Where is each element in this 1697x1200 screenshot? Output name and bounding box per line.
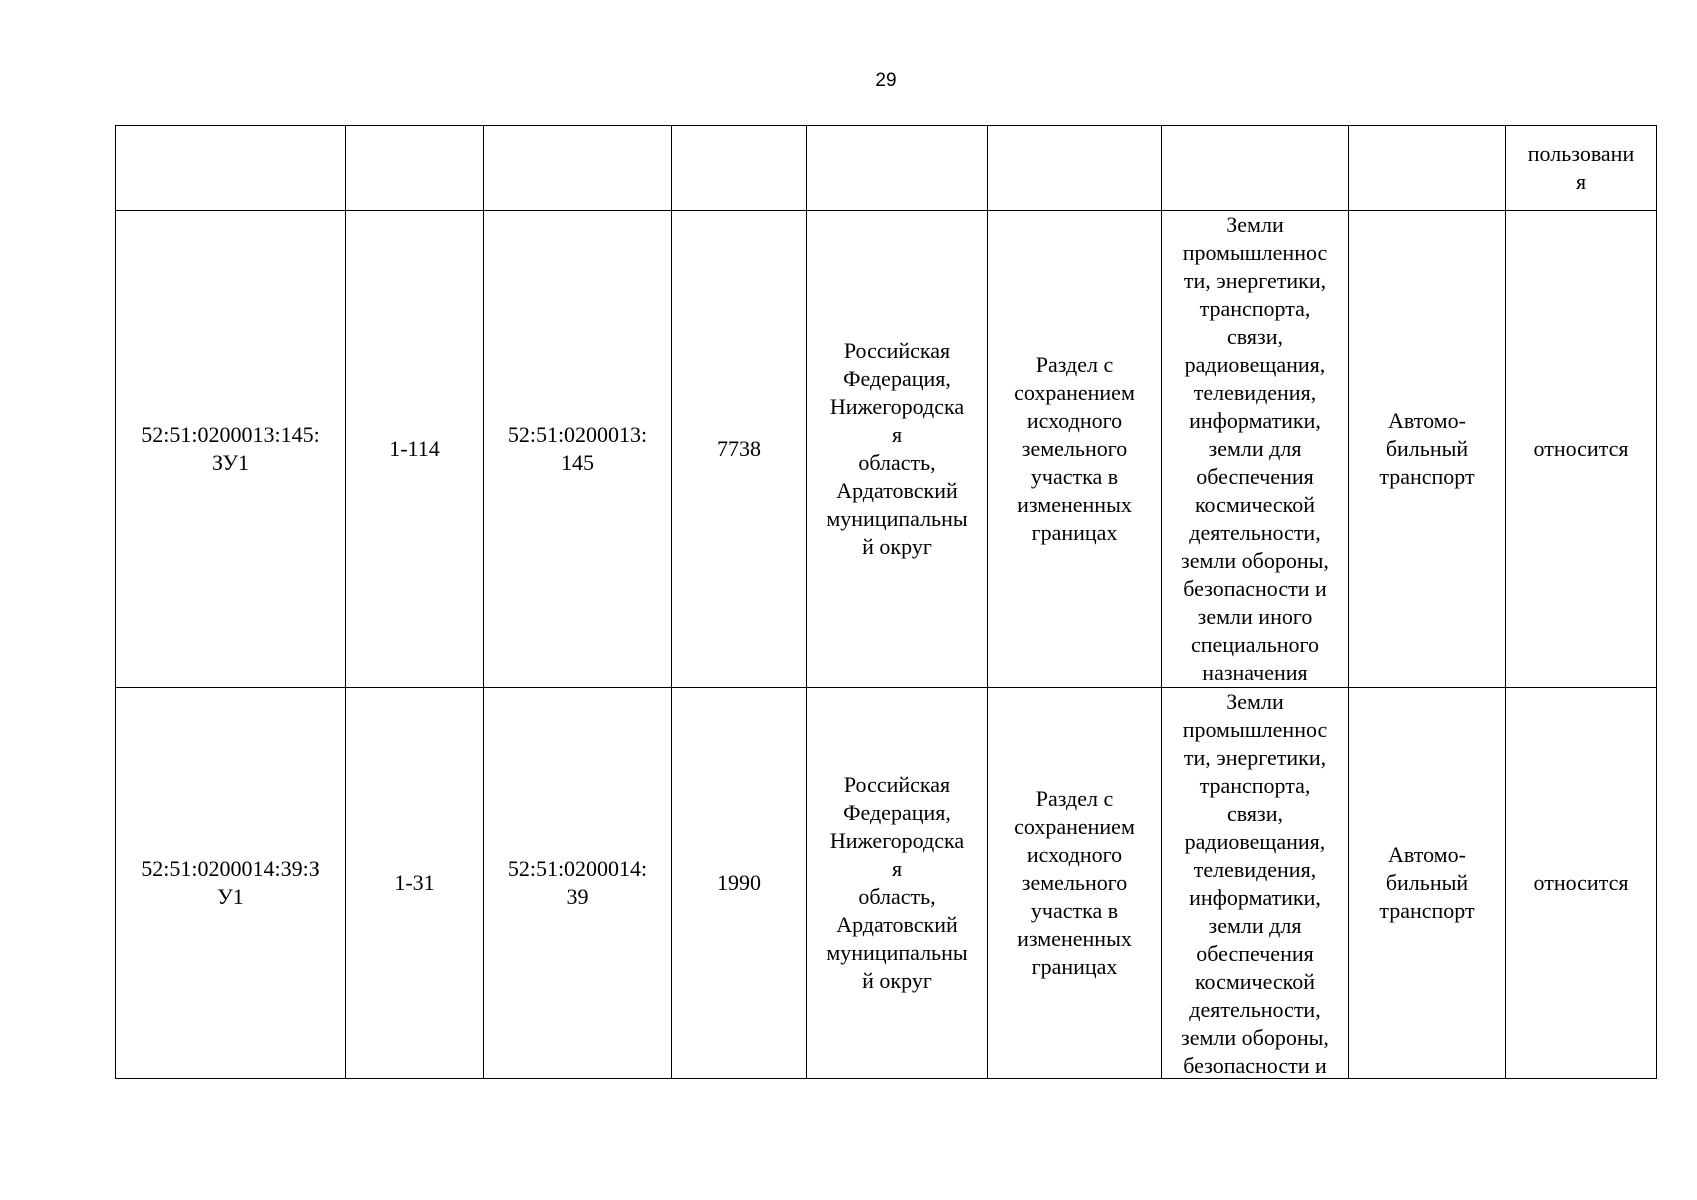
- page-number: 29: [875, 70, 897, 91]
- cell-method: [988, 211, 1162, 688]
- cell-area: [672, 688, 807, 1079]
- cell-usage: [1349, 211, 1506, 688]
- cell-number: [346, 688, 484, 1079]
- usage-text: Автомо- бильный транспорт: [1379, 842, 1475, 923]
- header-cell-usage: [1506, 126, 1657, 211]
- area-text: 1990: [717, 870, 761, 895]
- number-text: 1-31: [394, 870, 435, 895]
- location-text: Российская Федерация, Нижегородска я область, Ардатовский муниципальны й округ: [826, 772, 968, 993]
- table-row: [116, 211, 1657, 688]
- cell-plot-id: [116, 688, 346, 1079]
- parent-plot-text: 52:51:0200013: 145: [507, 422, 648, 475]
- cell-category: [1162, 211, 1349, 688]
- area-text: 7738: [717, 436, 761, 461]
- header-cell: [672, 126, 807, 211]
- header-cell: [484, 126, 672, 211]
- header-cell: [1349, 126, 1506, 211]
- cell-usage: [1349, 688, 1506, 1079]
- cell-relation: [1506, 211, 1657, 688]
- header-cell: [988, 126, 1162, 211]
- cell-location: [807, 688, 988, 1079]
- cell-number: [346, 211, 484, 688]
- location-text: Российская Федерация, Нижегородска я область, Ардатовский муниципальны й округ: [826, 338, 968, 559]
- header-cell: [116, 126, 346, 211]
- category-text: Земли промышленнос ти, энергетики, транспорта, связи, радиовещания, телевидения, информатики, земли для обеспечения космической деятельности, земли обороны, безопасности и: [1181, 689, 1329, 1078]
- header-cell: [346, 126, 484, 211]
- method-text: Раздел с сохранением исходного земельного участка в измененных границах: [1014, 352, 1135, 545]
- cell-parent-plot: [484, 688, 672, 1079]
- cell-method: [988, 688, 1162, 1079]
- parent-plot-text: 52:51:0200014: 39: [507, 856, 648, 909]
- method-text: Раздел с сохранением исходного земельного участка в измененных границах: [1014, 786, 1135, 979]
- relation-text: относится: [1533, 436, 1629, 461]
- cell-location: [807, 211, 988, 688]
- cell-plot-id: [116, 211, 346, 688]
- cell-category: [1162, 688, 1349, 1079]
- table-header-row: [116, 126, 1657, 211]
- header-cell: [1162, 126, 1349, 211]
- header-cell: [807, 126, 988, 211]
- plot-id-text: 52:51:0200013:145: ЗУ1: [141, 422, 320, 475]
- cell-area: [672, 211, 807, 688]
- number-text: 1-114: [389, 436, 440, 461]
- category-text: Земли промышленнос ти, энергетики, транспорта, связи, радиовещания, телевидения, информатики, земли для обеспечения космической деятельности, земли обороны, безопасности и земли иного специального назначения: [1181, 212, 1329, 685]
- cell-parent-plot: [484, 211, 672, 688]
- cell-relation: [1506, 688, 1657, 1079]
- usage-text: Автомо- бильный транспорт: [1379, 408, 1475, 489]
- land-plots-table: [115, 125, 1657, 1079]
- table-row: [116, 688, 1657, 1079]
- plot-id-text: 52:51:0200014:39:З У1: [141, 856, 320, 909]
- relation-text: относится: [1533, 870, 1629, 895]
- header-usage-text: пользовани я: [1527, 141, 1635, 194]
